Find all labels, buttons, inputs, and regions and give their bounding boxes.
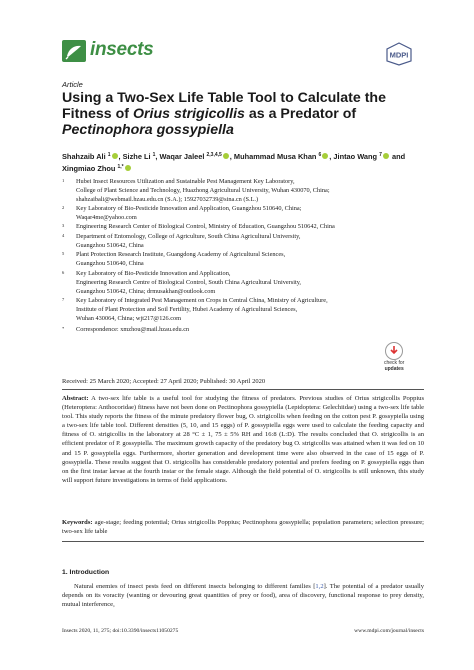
article-type: Article <box>62 80 83 89</box>
divider <box>62 389 424 390</box>
author-name: Xingmiao Zhou <box>62 164 116 173</box>
abstract: Abstract: A two-sex life table is a useful tool for studying the fitness of predators. Previous studies of Orius strigicollis Poppius (Heteroptera: Anthocoridae) fitness have not been done on Pectinophora gossypiella (Lepidoptera: Gelechiidae) using a two-sex life table tool. This study reports the fitness of the minute predatory flower bug, O. strigicollis when feeding on the cotton pest P. gossypiella using a two-sex life table tool. Different densities (5, 10, and 15 eggs) of P. gossypiella eggs were used to calculate the feeding capacity and fitness of O. strigicollis in the laboratory at 28 °C ± 1, 75 ± 5% RH and 16:8 (L:D). The results concluded that O. strigicollis is an efficient predator of P. gossypiella. The maximum growth capacity of the predatory bug O. strigicollis was attained when it was fed on 10 and 15 P. gossypiella eggs. Furthermore, shorter generation and development time were also observed in the case of 15 eggs of P. gossypiella. These results suggest that O. strigicollis has considerable predatory potential and prefers feeding on P. gossypiella eggs than on the first instar larvae at the fourth instar or the female stage. Although the field potential of O. strigicollis is still unknown, this study will support future investigations in terms of field applications. <box>62 395 424 484</box>
author-name: Muhammad Musa Khan <box>233 152 317 161</box>
intro-paragraph: Natural enemies of insect pests feed on different insects belonging to different families [1,2]. The potential of a predator usually depends on its voracity (wanting or devouring great quantities of prey or food), area of discovery, functional response to prey density, mutual interference, <box>62 583 424 609</box>
author-name: Sizhe Li <box>122 152 151 161</box>
orcid-icon[interactable] <box>112 153 118 159</box>
check-for-updates-badge[interactable]: check for updates <box>384 342 404 372</box>
orcid-icon[interactable] <box>322 153 328 159</box>
keywords: Keywords: age-stage; feeding potential; Orius strigicollis Poppius; Pectinophora gossypiella; population parameters; selection pressure; two-sex life table <box>62 519 424 536</box>
footer-citation: Insects 2020, 11, 275; doi:10.3390/insects11050275 <box>62 628 179 634</box>
divider <box>62 541 424 542</box>
author-name: Jintao Wang <box>333 152 378 161</box>
publication-dates: Received: 25 March 2020; Accepted: 27 April 2020; Published: 30 April 2020 <box>62 378 266 385</box>
section-heading: 1. Introduction <box>62 569 110 576</box>
svg-text:MDPI: MDPI <box>389 50 409 60</box>
journal-name: insects <box>90 39 154 60</box>
orcid-icon[interactable] <box>223 153 229 159</box>
citation-link[interactable]: 1,2 <box>315 583 324 590</box>
orcid-icon[interactable] <box>383 153 389 159</box>
check-updates-icon <box>385 342 403 360</box>
author-list: Shahzaib Ali $^1$ , Sizhe Li $^1$, Waqar Jaleel $^{2,3,4,5}$ , Muhammad Musa Khan $^6$ , Jintao Wang $^7$ and Xingmiao Zhou $^{1,*}$ <box>62 152 406 173</box>
article-title: Using a Two-Sex Life Table Tool to Calculate the Fitness of Orius strigicollis as a Predator of Pectinophora gossypiella <box>62 90 386 138</box>
author-name: Waqar Jaleel <box>159 152 205 161</box>
orcid-icon[interactable] <box>125 165 131 171</box>
journal-logo-icon <box>62 40 86 62</box>
author-name: Shahzaib Ali <box>62 152 106 161</box>
footer-journal-url[interactable]: www.mdpi.com/journal/insects <box>354 628 424 634</box>
mdpi-logo-icon <box>378 42 420 66</box>
